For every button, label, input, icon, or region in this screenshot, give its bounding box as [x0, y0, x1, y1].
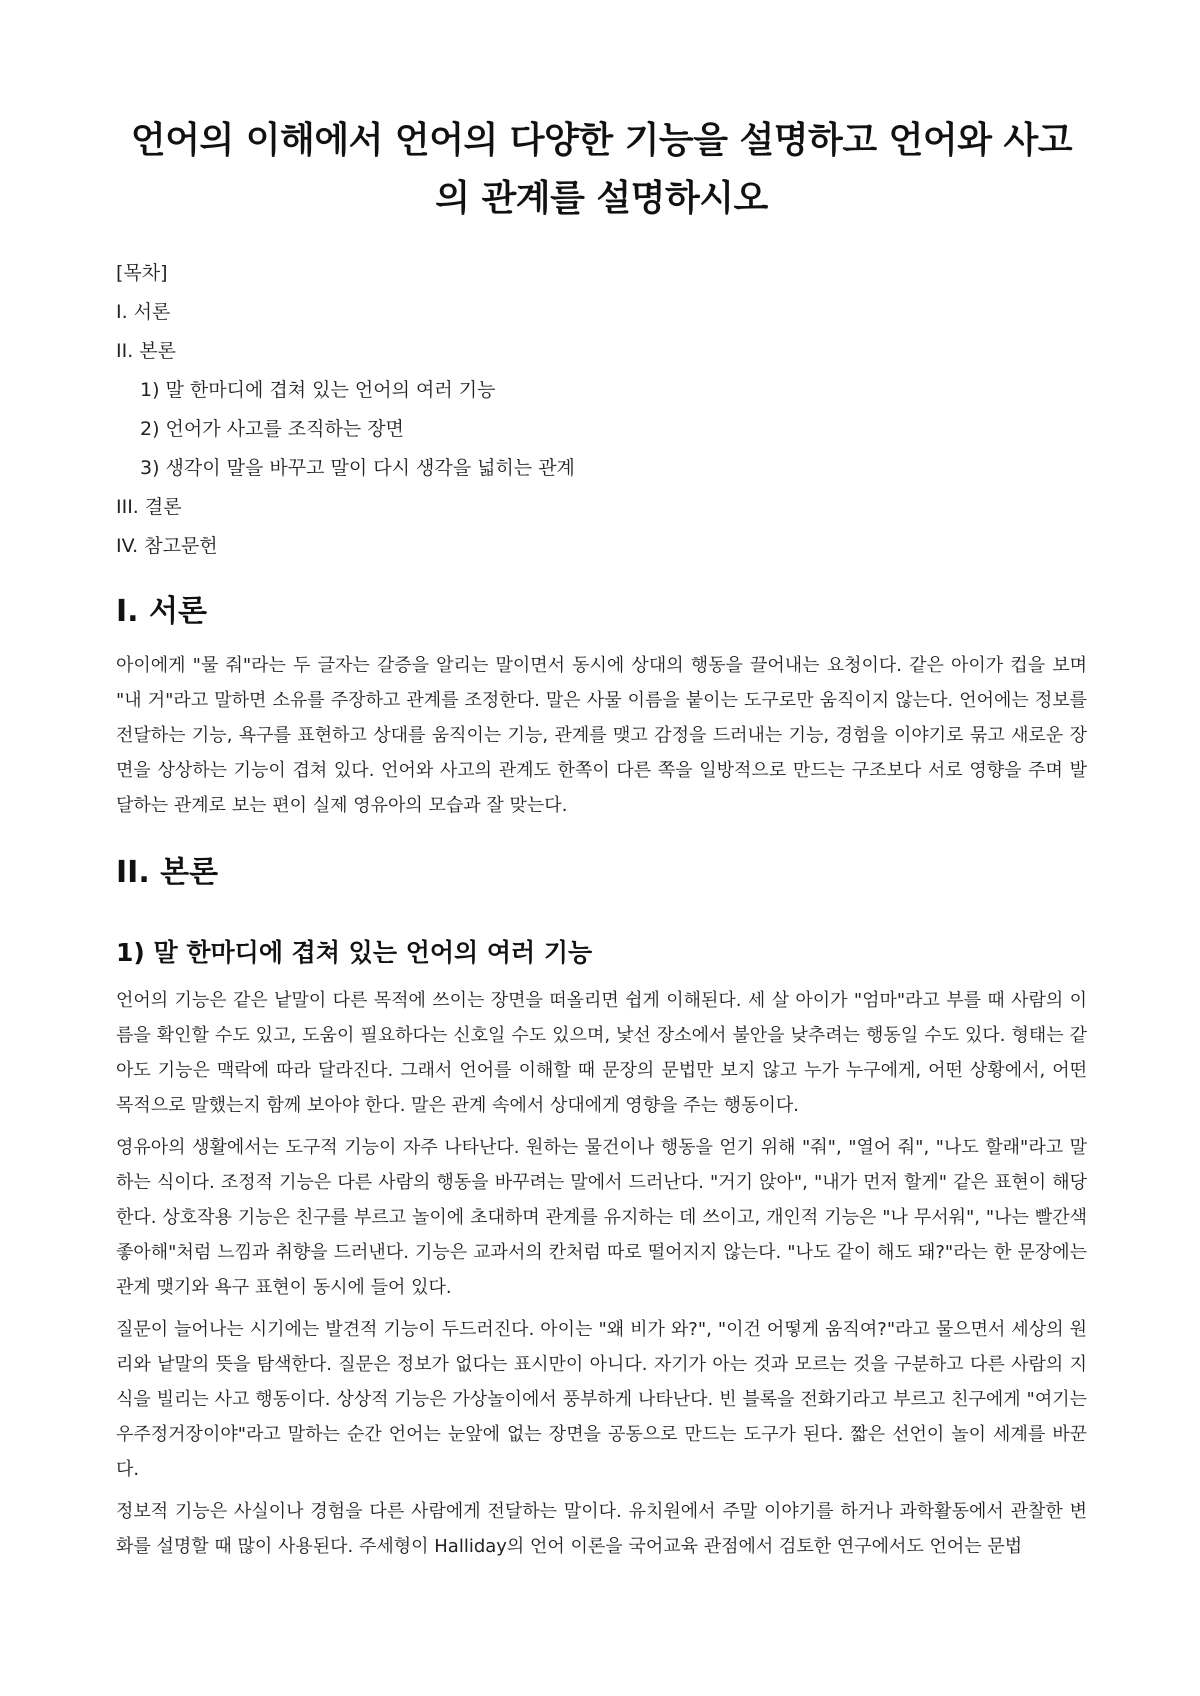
toc-item: III. 결론 [116, 496, 182, 518]
document-title: 언어의 이해에서 언어의 다양한 기능을 설명하고 언어와 사고의 관계를 설명하시오 [130, 120, 1073, 219]
toc-subitem: 3) 생각이 말을 바꾸고 말이 다시 생각을 넓히는 관계 [140, 457, 575, 479]
body-paragraph: 언어의 기능은 같은 낱말이 다른 목적에 쓰이는 장면을 떠올리면 쉽게 이해된다. 세 살 아이가 "엄마"라고 부를 때 사람의 이름을 확인할 수도 있고, 도움이 필요하다는 신호일 수도 있으며, 낯선 장소에서 불안을 낮추려는 행동일 수도 있다. 형태는 같아도 기능은 맥락에 따라 달라진다. 그래서 언어를 이해할 때 문장의 문법만 보지 않고 누가 누구에게, 어떤 상황에서, 어떤 목적으로 말했는지 함께 보아야 한다. 말은 관계 속에서 상대에게 영향을 주는 행동이다. [116, 990, 1087, 1116]
section-heading-body: II. 본론 [116, 855, 219, 890]
toc-subitem: 1) 말 한마디에 겹쳐 있는 언어의 여러 기능 [140, 379, 496, 401]
section-heading-introduction: I. 서론 [116, 594, 207, 629]
subsection-heading-functions: 1) 말 한마디에 겹쳐 있는 언어의 여러 기능 [116, 938, 593, 967]
toc-item: II. 본론 [116, 340, 176, 362]
body-paragraph: 정보적 기능은 사실이나 경험을 다른 사람에게 전달하는 말이다. 유치원에서 주말 이야기를 하거나 과학활동에서 관찰한 변화를 설명할 때 많이 사용된다. 주세형이 Halliday의 언어 이론을 국어교육 관점에서 검토한 연구에서도 언어는 문법 [116, 1501, 1087, 1557]
introduction-paragraph: 아이에게 "물 줘"라는 두 글자는 갈증을 알리는 말이면서 동시에 상대의 행동을 끌어내는 요청이다. 같은 아이가 컵을 보며 "내 거"라고 말하면 소유를 주장하고 관계를 조정한다. 말은 사물 이름을 붙이는 도구로만 움직이지 않는다. 언어에는 정보를 전달하는 기능, 욕구를 표현하고 상대를 움직이는 기능, 관계를 맺고 감정을 드러내는 기능, 경험을 이야기로 묶고 새로운 장면을 상상하는 기능이 겹쳐 있다. 언어와 사고의 관계도 한쪽이 다른 쪽을 일방적으로 만드는 구조보다 서로 영향을 주며 발달하는 관계로 보는 편이 실제 영유아의 모습과 잘 맞는다. [116, 655, 1087, 816]
toc-item: I. 서론 [116, 301, 171, 323]
table-of-contents [116, 254, 1087, 566]
body-paragraph: 질문이 늘어나는 시기에는 발견적 기능이 두드러진다. 아이는 "왜 비가 와?", "이건 어떻게 움직여?"라고 물으면서 세상의 원리와 낱말의 뜻을 탐색한다. 질문은 정보가 없다는 표시만이 아니다. 자기가 아는 것과 모르는 것을 구분하고 다른 사람의 지식을 빌리는 사고 행동이다. 상상적 기능은 가상놀이에서 풍부하게 나타난다. 빈 블록을 전화기라고 부르고 친구에게 "여기는 우주정거장이야"라고 말하는 순간 언어는 눈앞에 없는 장면을 공동으로 만드는 도구가 된다. 짧은 선언이 놀이 세계를 바꾼다. [116, 1319, 1087, 1480]
toc-subitem: 2) 언어가 사고를 조직하는 장면 [140, 418, 404, 440]
toc-item: IV. 참고문헌 [116, 535, 218, 557]
toc-heading: [목차] [116, 262, 168, 284]
body-paragraph: 영유아의 생활에서는 도구적 기능이 자주 나타난다. 원하는 물건이나 행동을 얻기 위해 "줘", "열어 줘", "나도 할래"라고 말하는 식이다. 조정적 기능은 다른 사람의 행동을 바꾸려는 말에서 드러난다. "거기 앉아", "내가 먼저 할게" 같은 표현이 해당한다. 상호작용 기능은 친구를 부르고 놀이에 초대하며 관계를 유지하는 데 쓰이고, 개인적 기능은 "나 무서워", "나는 빨간색 좋아해"처럼 느낌과 취향을 드러낸다. 기능은 교과서의 칸처럼 따로 떨어지지 않는다. "나도 같이 해도 돼?"라는 한 문장에는 관계 맺기와 욕구 표현이 동시에 들어 있다. [116, 1137, 1087, 1298]
